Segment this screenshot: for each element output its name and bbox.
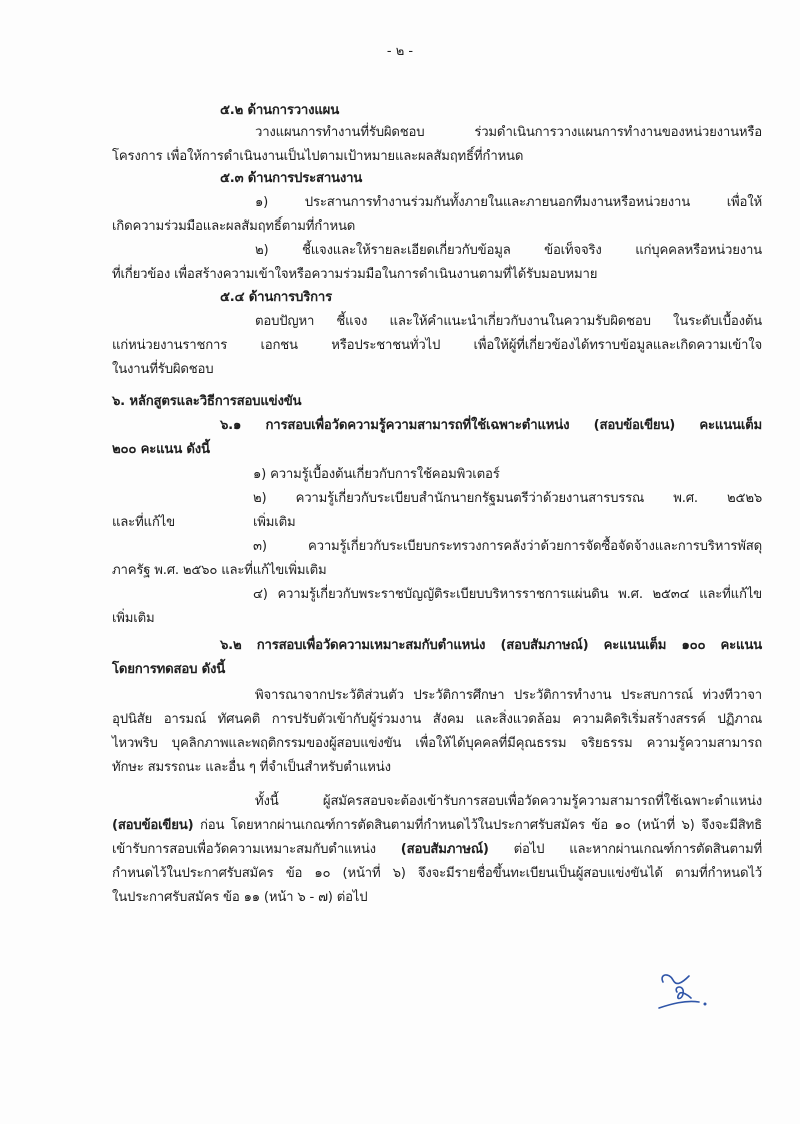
closing-line (112, 817, 762, 835)
section-6-2-line: ทักษะ สมรรถนะ และอื่น ๆ ที่จำเป็นสำหรับตำแหน่ง (112, 760, 391, 775)
section-6-2-line: อุปนิสัย อารมณ์ ทัศนคติ การปรับตัวเข้ากับผู้ร่วมงาน สังคม และสิ่งแวดล้อม ความคิดริเริ่มสร้างสรรค์ ปฏิภาณ (112, 712, 762, 727)
section-5-4-line: ตอบปัญหา ชี้แจง และให้คำแนะนำเกี่ยวกับงานในความรับผิดชอบ ในระดับเบื้องต้น (255, 314, 762, 329)
section-5-4-heading: ๕.๔ ด้านการบริการ (220, 290, 332, 305)
section-6-1-item: ๒) ความรู้เกี่ยวกับระเบียบสำนักนายกรัฐมนตรีว่าด้วยงานสารบรรณ พ.ศ. ๒๕๒๖ (253, 491, 762, 506)
section-5-3-heading: ๕.๓ ด้านการประสานงาน (220, 171, 363, 186)
section-6-1-item: ๔) ความรู้เกี่ยวกับพระราชบัญญัติระเบียบบริหารราชการแผ่นดิน พ.ศ. ๒๕๓๔ และที่แก้ไข (253, 587, 762, 602)
closing-line: ทั้งนี้ ผู้สมัครสอบจะต้องเข้ารับการสอบเพื่อวัดความรู้ความสามารถที่ใช้เฉพาะตำแหน่ง (255, 794, 762, 809)
section-5-2-heading: ๕.๒ ด้านการวางแผน (220, 103, 340, 118)
closing-bold: (สอบสัมภาษณ์) (400, 842, 489, 857)
closing-line (112, 841, 762, 859)
section-5-4-line: แก่หน่วยงานราชการ เอกชน หรือประชาชนทั่วไป เพื่อให้ผู้ที่เกี่ยวข้องได้ทราบข้อมูลและเกิดความเข้าใจ (112, 338, 762, 353)
section-6-1-item-cont: และที่แก้ไข (112, 515, 175, 530)
section-5-3-item: ๑) ประสานการทำงานร่วมกันทั้งภายในและภายนอกทีมงานหรือหน่วยงาน เพื่อให้ (255, 195, 762, 210)
section-5-3-item-cont: ที่เกี่ยวข้อง เพื่อสร้างความเข้าใจหรือความร่วมมือในการดำเนินงานตามที่ได้รับมอบหมาย (112, 267, 598, 282)
section-6-1-heading-cont: ๒๐๐ คะแนน ดังนี้ (112, 442, 210, 457)
section-6-2-heading-cont: โดยการทดสอบ ดังนี้ (112, 662, 226, 677)
section-6-heading: ๖. หลักสูตรและวิธีการสอบแข่งขัน (112, 394, 302, 409)
closing-text: เข้ารับการสอบเพื่อวัดความเหมาะสมกับตำแหน่ง (112, 842, 401, 857)
closing-text: ก่อน โดยหากผ่านเกณฑ์การตัดสินตามที่กำหนดไว้ในประกาศรับสมัคร ข้อ ๑๐ (หน้าที่ ๖) จึงจะมีสิทธิ (193, 818, 762, 833)
section-6-1-item-cont: เพิ่มเติม (253, 515, 296, 530)
section-5-2-line: วางแผนการทำงานที่รับผิดชอบ ร่วมดำเนินการวางแผนการทำงานของหน่วยงานหรือ (255, 125, 762, 140)
page-number: - ๒ - (386, 44, 414, 59)
section-6-1-item-cont: ภาครัฐ พ.ศ. ๒๕๖๐ และที่แก้ไขเพิ่มเติม (112, 563, 327, 578)
closing-bold: (สอบข้อเขียน) (112, 818, 194, 833)
signature-icon (655, 968, 715, 1012)
section-5-3-item-cont: เกิดความร่วมมือและผลสัมฤทธิ์ตามที่กำหนด (112, 219, 356, 234)
closing-text: ต่อไป และหากผ่านเกณฑ์การตัดสินตามที่ (488, 842, 762, 857)
closing-line: ในประกาศรับสมัคร ข้อ ๑๑ (หน้า ๖ - ๗) ต่อไป (112, 890, 368, 905)
closing-line: กำหนดไว้ในประกาศรับสมัคร ข้อ ๑๐ (หน้าที่ ๖) จึงจะมีรายชื่อขึ้นทะเบียนเป็นผู้สอบแข่งขันได้ ตามที่กำหนดไว้ (112, 866, 762, 881)
section-6-1-heading: ๖.๑ การสอบเพื่อวัดความรู้ความสามารถที่ใช้เฉพาะตำแหน่ง (สอบข้อเขียน) คะแนนเต็ม (220, 418, 762, 433)
section-6-1-item: ๑) ความรู้เบื้องต้นเกี่ยวกับการใช้คอมพิวเตอร์ (253, 467, 500, 482)
section-6-2-line: พิจารณาจากประวัติส่วนตัว ประวัติการศึกษา ประวัติการทำงาน ประสบการณ์ ท่วงทีวาจา (255, 688, 762, 703)
section-5-4-line: ในงานที่รับผิดชอบ (112, 362, 214, 377)
section-6-1-item: ๓) ความรู้เกี่ยวกับระเบียบกระทรวงการคลังว่าด้วยการจัดซื้อจัดจ้างและการบริหารพัสดุ (253, 539, 762, 554)
section-6-2-heading: ๖.๒ การสอบเพื่อวัดความเหมาะสมกับตำแหน่ง (สอบสัมภาษณ์) คะแนนเต็ม ๑๐๐ คะแนน (220, 638, 762, 653)
section-5-2-line: โครงการ เพื่อให้การดำเนินงานเป็นไปตามเป้าหมายและผลสัมฤทธิ์ที่กำหนด (112, 149, 524, 164)
section-5-3-item: ๒) ชี้แจงและให้รายละเอียดเกี่ยวกับข้อมูล ข้อเท็จจริง แก่บุคคลหรือหน่วยงาน (255, 243, 762, 258)
section-6-2-line: ไหวพริบ บุคลิกภาพและพฤติกรรมของผู้สอบแข่งขัน เพื่อให้ได้บุคคลที่มีคุณธรรม จริยธรรม ความรู้ความสามารถ (112, 736, 762, 751)
section-6-1-item-cont: เพิ่มเติม (112, 611, 155, 626)
